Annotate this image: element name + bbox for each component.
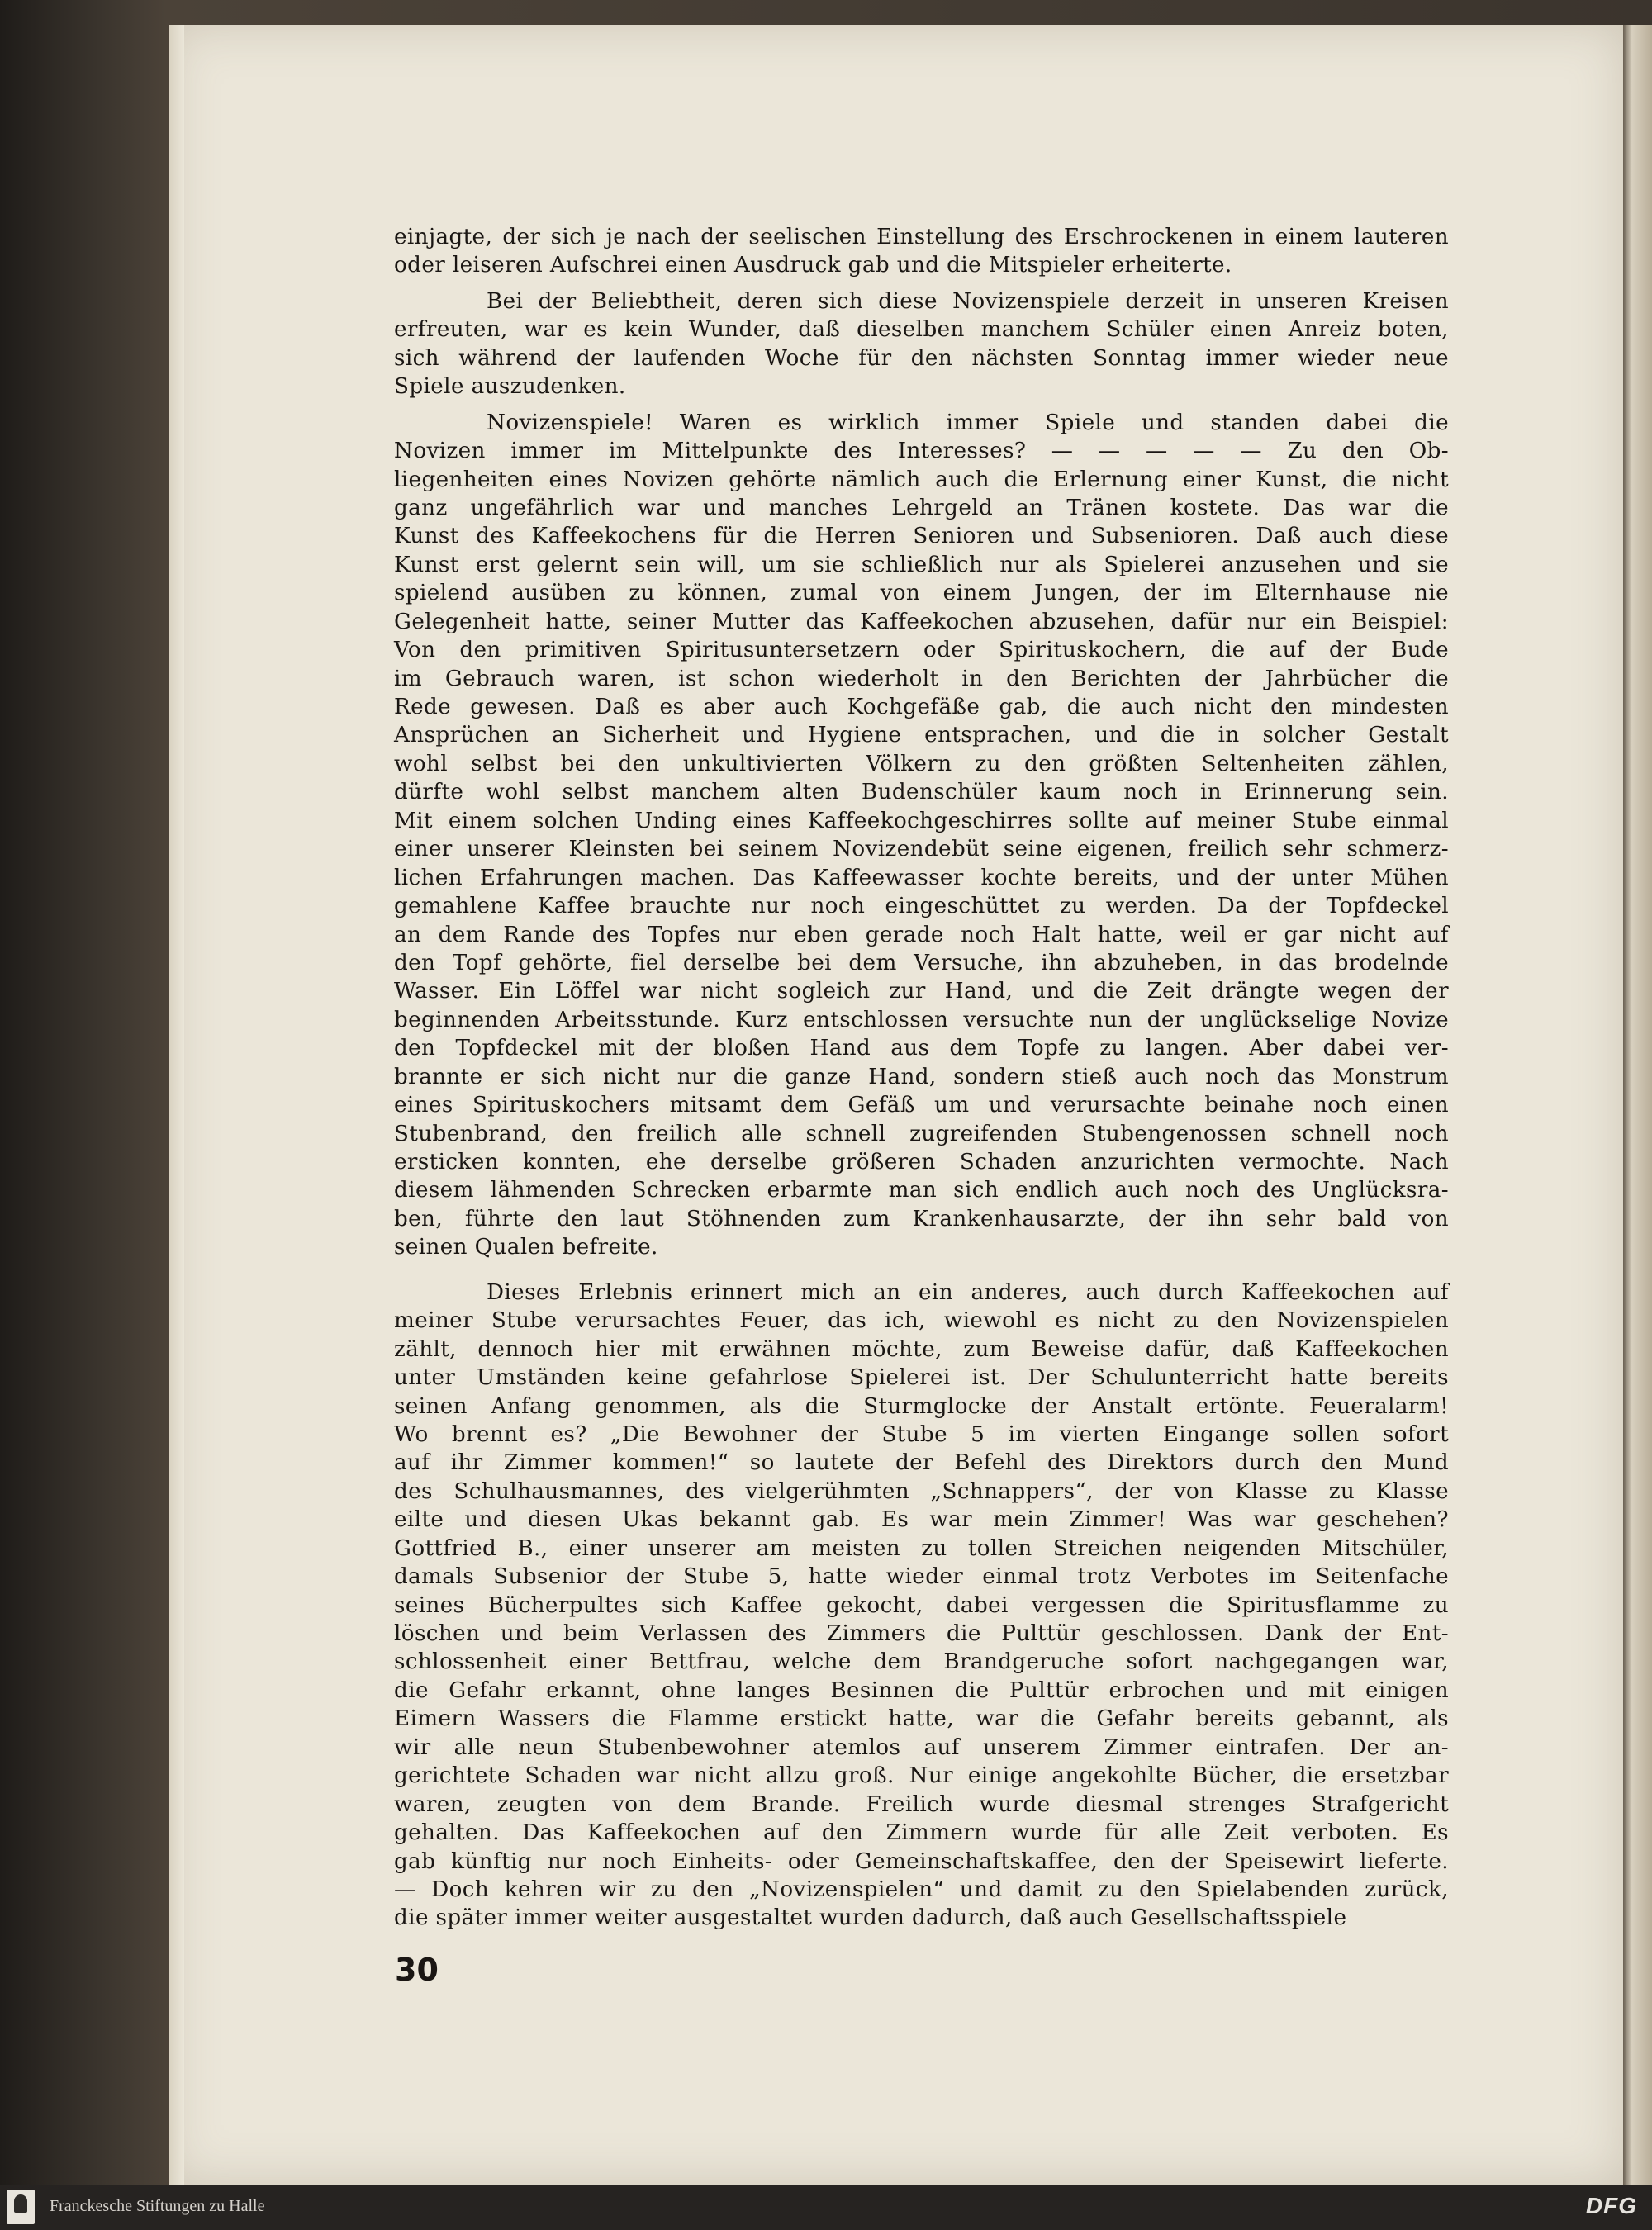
text-line: den Topf gehörte, fiel derselbe bei dem Versuche, ihn abzuheben, in das brodelnde xyxy=(394,950,1449,975)
text-line: Spiele auszudenken. xyxy=(394,374,626,400)
text-line: liegenheiten eines Novizen gehörte nämlich auch die Erlernung einer Kunst, die nicht xyxy=(394,467,1449,492)
text-line: spielend ausüben zu können, zumal von einem Jungen, der im Elternhause nie xyxy=(394,581,1449,606)
text-line: Gottfried B., einer unserer am meisten zu tollen Streichen neigenden Mitschüler, xyxy=(394,1535,1449,1561)
text-line: einer unserer Kleinsten bei seinem Novizendebüt seine eigenen, freilich sehr schmerz- xyxy=(394,837,1449,862)
paragraph-gap xyxy=(394,401,1449,409)
viewer-footer xyxy=(0,2185,1652,2230)
text-line: gab künftig nur noch Einheits- oder Gemeinschaftskaffee, den der Speisewirt lieferte. xyxy=(394,1848,1449,1874)
text-line: Rede gewesen. Daß es aber auch Kochgefäße gab, die auch nicht den mindesten xyxy=(394,695,1449,719)
text-line: waren, zeugten von dem Brande. Freilich wurde diesmal strenges Strafgericht xyxy=(394,1791,1449,1817)
text-line: erfreuten, war es kein Wunder, daß dieselben manchem Schüler einen Anreiz boten, xyxy=(394,317,1449,343)
institution-name: Franckesche Stiftungen zu Halle xyxy=(50,2197,265,2215)
text-line: schlossenheit einer Bettfrau, welche dem Brandgeruche sofort nachgegangen war, xyxy=(394,1649,1449,1675)
paragraph-gap xyxy=(394,1262,1449,1279)
text-line: wir alle neun Stubenbewohner atemlos auf unserem Zimmer eintrafen. Der an- xyxy=(394,1734,1449,1760)
text-line: oder leiseren Aufschrei einen Ausdruck gab und die Mitspieler erheiterte. xyxy=(394,253,1232,278)
text-line: lichen Erfahrungen machen. Das Kaffeewasser kochte bereits, und der unter Mühen xyxy=(394,865,1449,890)
text-line: gehalten. Das Kaffeekochen auf den Zimmern wurde für alle Zeit verboten. Es xyxy=(394,1820,1449,1846)
text-line: an dem Rande des Topfes nur eben gerade noch Halt hatte, weil er gar nicht auf xyxy=(394,922,1449,947)
text-line: löschen und beim Verlassen des Zimmers die Pulttür geschlossen. Dank der Ent- xyxy=(394,1621,1449,1646)
text-line: beginnenden Arbeitsstunde. Kurz entschlossen versuchte nun der unglückselige Novize xyxy=(394,1007,1449,1032)
text-line: eilte und diesen Ukas bekannt gab. Es war mein Zimmer! Was war geschehen? xyxy=(394,1507,1449,1533)
dfg-logo: DFG xyxy=(1585,2193,1637,2218)
text-line: Bei der Beliebtheit, deren sich diese Novizenspiele derzeit in unseren Kreisen xyxy=(487,288,1449,314)
text-line: seinen Qualen befreite. xyxy=(394,1235,658,1260)
text-line: sich während der laufenden Woche für den nächsten Sonntag immer wieder neue xyxy=(394,345,1449,371)
text-line: brannte er sich nicht nur die ganze Hand, sondern stieß auch noch das Monstrum xyxy=(394,1064,1449,1089)
text-line: Stubenbrand, den freilich alle schnell zugreifenden Stubengenossen schnell noch xyxy=(394,1121,1449,1146)
text-line: die später immer weiter ausgestaltet wurden dadurch, daß auch Gesellschaftsspiele xyxy=(394,1905,1347,1931)
paragraph xyxy=(394,287,1449,401)
text-line: Dieses Erlebnis erinnert mich an ein anderes, auch durch Kaffeekochen auf xyxy=(487,1279,1449,1305)
francke-foundation-logo-icon xyxy=(7,2190,35,2224)
paragraph xyxy=(394,223,1449,280)
text-line: Novizen immer im Mittelpunkte des Interesses? — — — — — Zu den Ob- xyxy=(394,439,1449,464)
text-line: diesem lähmenden Schrecken erbarmte man sich endlich auch noch des Unglücksra- xyxy=(394,1178,1449,1203)
paragraph xyxy=(394,409,1449,1262)
text-line: wohl selbst bei den unkultivierten Völkern zu den größten Seltenheiten zählen, xyxy=(394,751,1449,776)
text-line: gemahlene Kaffee brauchte nur noch eingeschüttet zu werden. Da der Topfdeckel xyxy=(394,894,1449,919)
text-line: Kunst des Kaffeekochens für die Herren Senioren und Subsenioren. Daß auch diese xyxy=(394,524,1449,549)
text-line: gerichtete Schaden war nicht allzu groß. Nur einige angekohlte Bücher, die ersetzbar xyxy=(394,1763,1449,1789)
paragraph-gap xyxy=(394,280,1449,287)
text-line: ben, führte den laut Stöhnenden zum Krankenhausarzte, der ihn sehr bald von xyxy=(394,1206,1449,1231)
text-line: Kunst erst gelernt sein will, um sie schließlich nur als Spielerei anzusehen und sie xyxy=(394,552,1449,577)
page-number: 30 xyxy=(395,1952,439,1988)
text-line: den Topfdeckel mit der bloßen Hand aus dem Topfe zu langen. Aber dabei ver- xyxy=(394,1036,1449,1061)
text-line: seinen Anfang genommen, als die Sturmglocke der Anstalt ertönte. Feueralarm! xyxy=(394,1393,1449,1419)
text-line: Wasser. Ein Löffel war nicht sogleich zur Hand, und die Zeit drängte wegen der xyxy=(394,979,1449,1004)
text-line: unter Umständen keine gefahrlose Spielerei ist. Der Schulunterricht hatte bereits xyxy=(394,1365,1449,1391)
text-line: auf ihr Zimmer kommen!“ so lautete der Befehl des Direktors durch den Mund xyxy=(394,1450,1449,1476)
text-line: meiner Stube verursachtes Feuer, das ich, wiewohl es nicht zu den Novizenspielen xyxy=(394,1308,1449,1334)
text-line: des Schulhausmannes, des vielgerühmten „Schnappers“, der von Klasse zu Klasse xyxy=(394,1478,1449,1504)
text-line: Mit einem solchen Unding eines Kaffeekochgeschirres sollte auf meiner Stube einmal xyxy=(394,808,1449,833)
paragraph xyxy=(394,1279,1449,1933)
text-line: damals Subsenior der Stube 5, hatte wieder einmal trotz Verbotes im Seitenfache xyxy=(394,1564,1449,1590)
text-line: im Gebrauch waren, ist schon wiederholt in den Berichten der Jahrbücher die xyxy=(394,666,1449,691)
text-line: die Gefahr erkannt, ohne langes Besinnen die Pulttür erbrochen und mit einigen xyxy=(394,1677,1449,1703)
text-line: Gelegenheit hatte, seiner Mutter das Kaffeekochen abzusehen, dafür nur ein Beispiel: xyxy=(394,609,1449,634)
text-line: ersticken konnten, ehe derselbe größeren Schaden anzurichten vermochte. Nach xyxy=(394,1150,1449,1174)
text-line: — Doch kehren wir zu den „Novizenspielen“ und damit zu den Spielabenden zurück, xyxy=(394,1877,1449,1902)
text-line: seines Bücherpultes sich Kaffee gekocht, dabei vergessen die Spiritusflamme zu xyxy=(394,1592,1449,1618)
text-line: Eimern Wassers die Flamme erstickt hatte, war die Gefahr bereits gebannt, als xyxy=(394,1706,1449,1732)
text-line: Wo brennt es? „Die Bewohner der Stube 5 im vierten Eingange sollen sofort xyxy=(394,1421,1449,1447)
text-line: dürfte wohl selbst manchem alten Budenschüler kaum noch in Erinnerung sein. xyxy=(394,780,1449,805)
text-line: Novizenspiele! Waren es wirklich immer Spiele und standen dabei die xyxy=(487,410,1449,435)
text-line: einjagte, der sich je nach der seelischen Einstellung des Erschrockenen in einem lauteren xyxy=(394,225,1449,249)
body-text xyxy=(394,223,1449,1933)
text-line: eines Spirituskochers mitsamt dem Gefäß um und verursachte beinahe noch einen xyxy=(394,1093,1449,1118)
text-line: Ansprüchen an Sicherheit und Hygiene entsprachen, und die in solcher Gestalt xyxy=(394,723,1449,748)
text-line: ganz ungefährlich war und manches Lehrgeld an Tränen kostete. Das war die xyxy=(394,495,1449,520)
page-edge xyxy=(1623,25,1652,2185)
text-line: Von den primitiven Spiritusuntersetzern oder Spirituskochern, die auf der Bude xyxy=(394,638,1449,663)
text-line: zählt, dennoch hier mit erwähnen möchte, zum Beweise dafür, daß Kaffeekochen xyxy=(394,1336,1449,1362)
